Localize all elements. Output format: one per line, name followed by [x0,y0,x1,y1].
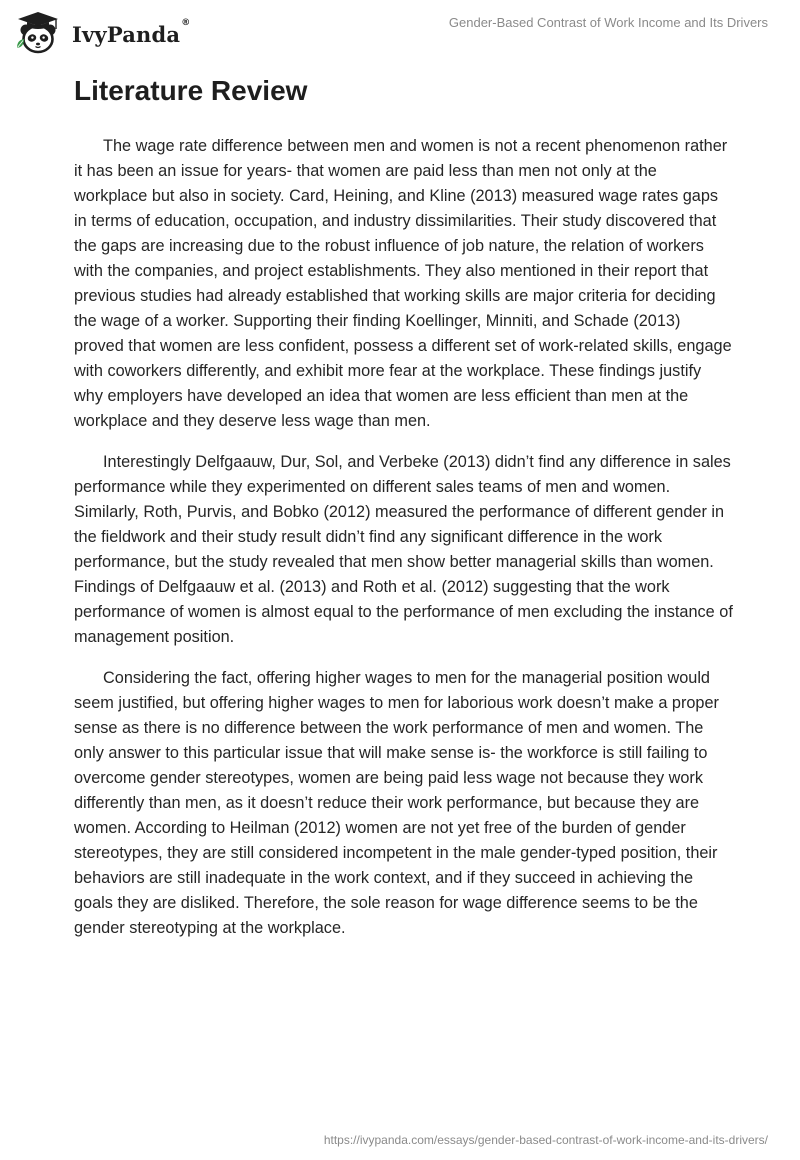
paragraph: The wage rate difference between men and women is not a recent phenomenon rather it has been an issue for years- that women are paid less than men not only at the workplace but also in society. Card, Heining, and Kline (2013) measured wage rates gaps in terms of education, occupation, and industry dissimilarities. Their study discovered that the gaps are increasing due to the robust influence of job nature, the relation of workers with the companies, and project establishments. They also mentioned in their report that previous studies had already established that working skills are major criteria for deciding the wage of a worker. Supporting their finding Koellinger, Minniti, and Schade (2013) proved that women are less confident, possess a different set of work-related skills, engage with coworkers differently, and exhibit more fear at the workplace. These findings justify why employers have developed an idea that women are less efficient than men at the workplace and they deserve less wage than men. [74,137,732,430]
article-body [74,72,734,957]
section-heading: Literature Review [74,75,308,106]
brand-logo[interactable] [14,8,190,56]
brand-name: IvyPanda® [72,17,191,47]
page-header [0,0,800,60]
registered-mark: ® [181,17,191,28]
paragraph: Interestingly Delfgaauw, Dur, Sol, and Verbeke (2013) didn’t find any difference in sales performance while they experimented on different sales teams of men and women. Similarly, Roth, Purvis, and Bobko (2012) measured the performance of different gender in the fieldwork and their study result didn’t find any significant difference in the work performance, but the study revealed that men show better managerial skills than women. Findings of Delfgaauw et al. (2013) and Roth et al. (2012) suggesting that the work performance of women is almost equal to the performance of men excluding the instance of management position. [74,453,733,646]
paragraph-list [74,134,734,941]
panda-graduation-cap-icon [14,8,66,56]
document-title: Gender-Based Contrast of Work Income and Its Drivers [448,15,768,30]
paragraph: Considering the fact, offering higher wages to men for the managerial position would seem justified, but offering higher wages to men for laborious work doesn’t make a proper sense as there is no difference between the work performance of men and women. The only answer to this particular issue that will make sense is- the workforce is still failing to overcome gender stereotypes, women are being paid less wage not because they work differently than men, as it doesn’t reduce their work performance, but because they are women. According to Heilman (2012) women are not yet free of the burden of gender stereotypes, they are still considered incompetent in the male gender-typed position, their behaviors are still inadequate in the work context, and if they succeed in achieving the goals they are disliked. Therefore, the sole reason for wage difference seems to be the gender stereotyping at the workplace. [74,669,719,937]
source-url[interactable]: https://ivypanda.com/essays/gender-based-contrast-of-work-income-and-its-drivers/ [323,1133,768,1147]
